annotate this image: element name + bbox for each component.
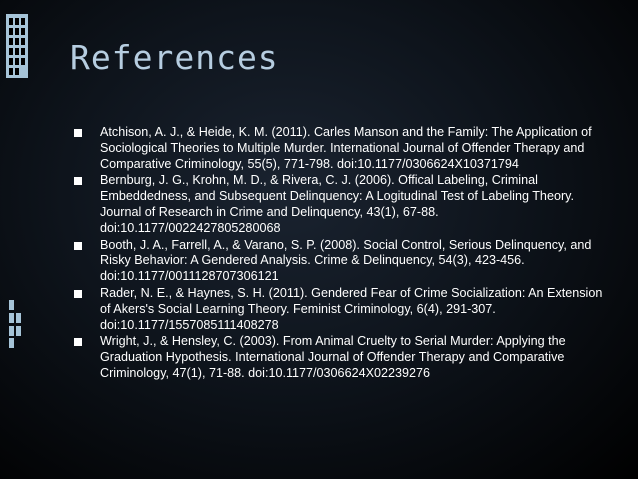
slide-title: References <box>70 38 279 77</box>
reference-text: Rader, N. E., & Haynes, S. H. (2011). Gendered Fear of Crime Socialization: An Extension of Akers's Social Learning Theory. Feminist Criminology, 6(4), 291-307. doi:10.1177/1557085111408278 <box>100 285 603 332</box>
reference-item <box>74 173 609 236</box>
references-list <box>74 125 609 383</box>
square-bullet-icon <box>74 177 82 185</box>
grid-decoration-icon <box>6 300 28 348</box>
square-bullet-icon <box>74 242 82 250</box>
square-bullet-icon <box>74 129 82 137</box>
reference-text: Atchison, A. J., & Heide, K. M. (2011). Carles Manson and the Family: The Application of Sociological Theories to Multiple Murder. International Journal of Offender Therapy and Comparative Criminology, 55(5), 771-798. doi:10.1177/0306624X10371794 <box>100 125 592 171</box>
grid-decoration-icon <box>6 14 28 78</box>
reference-text: Booth, J. A., Farrell, A., & Varano, S. P. (2008). Social Control, Serious Delinquency, and Risky Behavior: A Gendered Analysis. Crime & Delinquency, 54(3), 423-456. doi:10.1177/0011128707306121 <box>100 237 592 284</box>
square-bullet-icon <box>74 338 82 346</box>
reference-item <box>74 238 609 285</box>
decorative-side-bar <box>6 0 28 479</box>
reference-item <box>74 334 609 381</box>
deco-bar-bottom <box>6 300 28 348</box>
reference-text: Bernburg, J. G., Krohn, M. D., & Rivera, C. J. (2006). Offical Labeling, Criminal Embeddedness, and Subsequent Delinquency: A Logitudinal Test of Labeling Theory. Journal of Research in Crime and Delinquency, 43(1), 67-88. doi:10.1177/0022427805280068 <box>100 173 575 235</box>
deco-bar-top <box>6 14 28 78</box>
reference-item <box>74 286 609 333</box>
square-bullet-icon <box>74 290 82 298</box>
reference-item <box>74 125 609 172</box>
reference-text: Wright, J., & Hensley, C. (2003). From Animal Cruelty to Serial Murder: Applying the Graduation Hypothesis. International Journal of Offender Therapy and Comparative Criminology, 47(1), 71-88. doi:10.1177/0306624X02239276 <box>100 334 566 380</box>
